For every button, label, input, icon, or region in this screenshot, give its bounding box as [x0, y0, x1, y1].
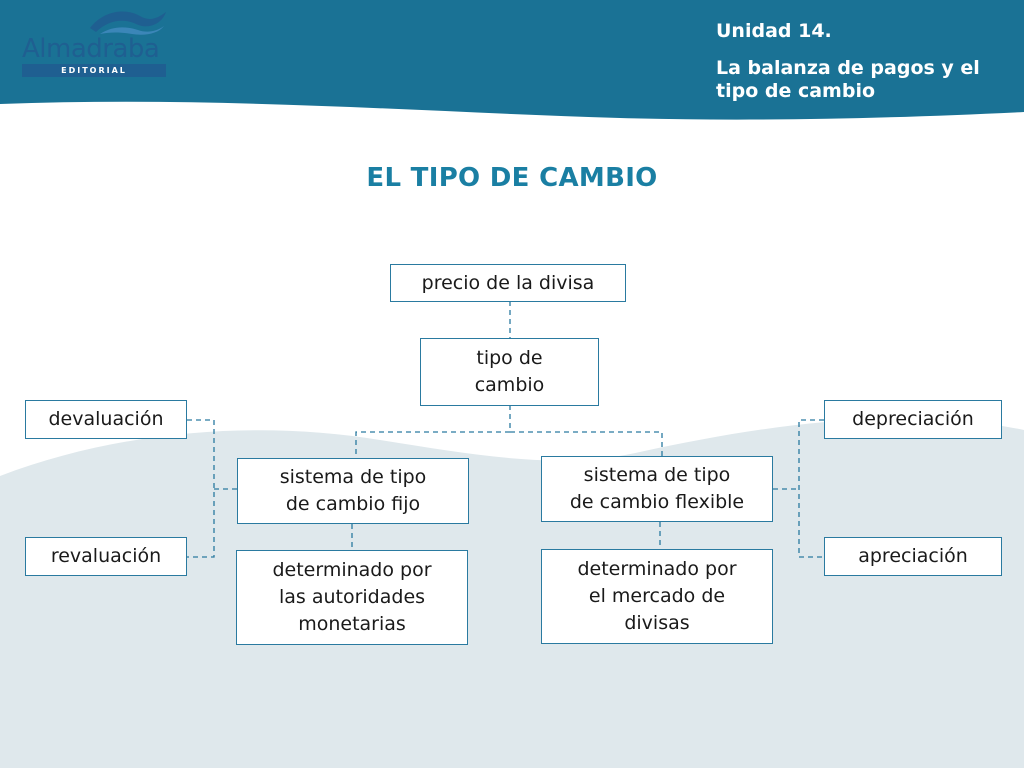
connector-tipo-flexible	[510, 432, 662, 456]
node-depreciacion: depreciación	[824, 400, 1002, 439]
node-precio-divisa: precio de la divisa	[390, 264, 626, 302]
logo-wordmark: Almadraba	[22, 34, 160, 64]
connector-left-bracket	[187, 420, 214, 557]
connector-tipo-branches	[356, 405, 510, 458]
connector-right-bracket	[799, 420, 824, 557]
node-sistema-fijo: sistema de tipo de cambio fijo	[237, 458, 469, 524]
unit-title: Unidad 14.	[716, 20, 832, 42]
page-title: EL TIPO DE CAMBIO	[366, 163, 658, 193]
node-revaluacion: revaluación	[25, 537, 187, 576]
node-flexible-detail: determinado por el mercado de divisas	[541, 549, 773, 644]
logo-subtext: EDITORIAL	[61, 66, 127, 75]
node-apreciacion: apreciación	[824, 537, 1002, 576]
node-tipo-cambio: tipo de cambio	[420, 338, 599, 406]
unit-subtitle: La balanza de pagos y el tipo de cambio	[716, 57, 980, 102]
node-sistema-flexible: sistema de tipo de cambio flexible	[541, 456, 773, 522]
node-devaluacion: devaluación	[25, 400, 187, 439]
node-fijo-detail: determinado por las autoridades monetarias	[236, 550, 468, 645]
